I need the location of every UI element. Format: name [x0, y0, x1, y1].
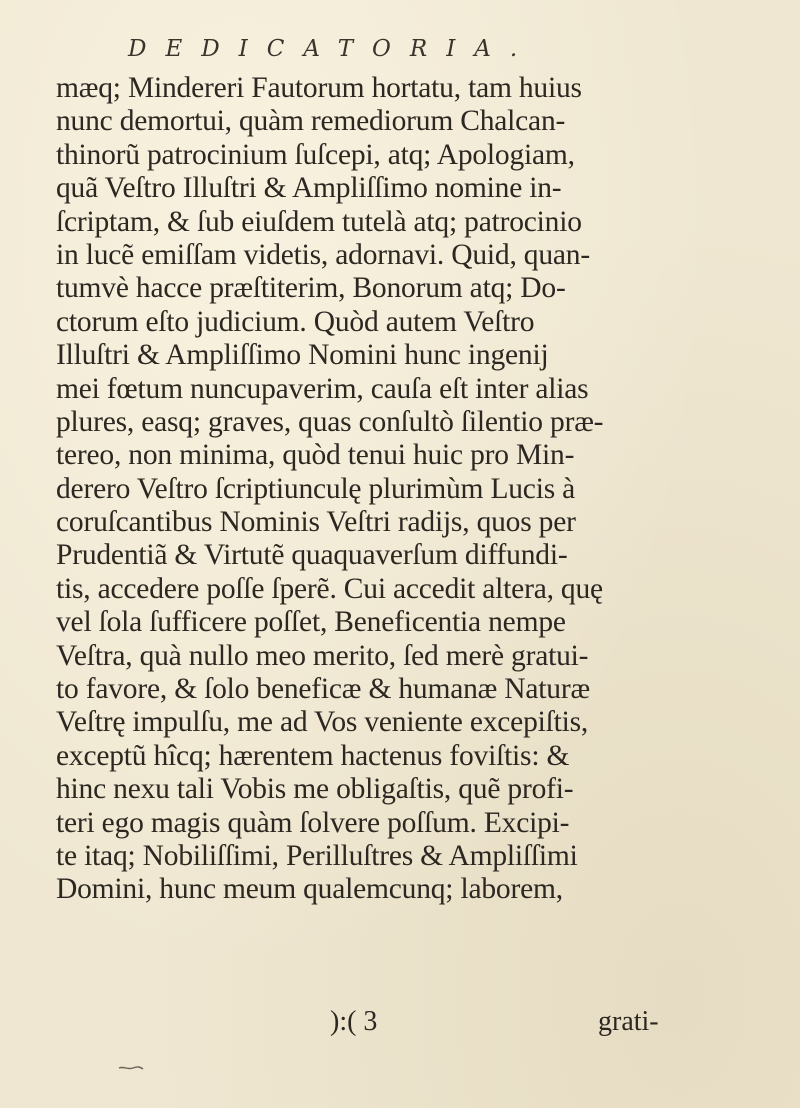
text-line: tereo, non minima, quòd tenui huic pro Min-: [56, 439, 575, 472]
text-line: coruſcantibus Nominis Veſtri radijs, quos per: [56, 506, 576, 539]
text-line: teri ego magis quàm ſolvere poſſum. Excipi-: [56, 806, 570, 839]
text-line: thinorũ patrocinium ſuſcepi, atq; Apologiam,: [56, 138, 575, 171]
text-line: tumvè hacce præſtiterim, Bonorum atq; Do-: [56, 272, 566, 305]
text-line: Illuſtri & Ampliſſimo Nomini hunc ingenij: [56, 339, 549, 372]
text-line: te itaq; Nobiliſſimi, Perilluſtres & Ampliſſimi: [56, 839, 578, 872]
text-line: nunc demortui, quàm remediorum Chalcan-: [56, 105, 566, 138]
text-line: in lucẽ emiſſam videtis, adornavi. Quid, quan-: [56, 238, 590, 271]
text-line: ctorum eſto judicium. Quòd autem Veſtro: [56, 305, 535, 338]
text-line: Veſtrę impulſu, me ad Vos veniente excepiſtis,: [56, 706, 589, 739]
text-line: mæq; Mindereri Fautorum hortatu, tam huius: [56, 72, 582, 104]
text-line: plures, easq; graves, quas conſultò ſilentio præ-: [56, 405, 604, 438]
text-line: tis, accedere poſſe ſperẽ. Cui accedit altera, quę: [56, 572, 603, 605]
text-line: ſcriptam, & ſub eiuſdem tutelà atq; patrocinio: [56, 205, 582, 238]
text-line: mei fœtum nuncupaverim, cauſa eſt inter alias: [56, 372, 589, 405]
text-line: hinc nexu tali Vobis me obligaſtis, quẽ profi-: [56, 773, 574, 806]
text-line: vel ſola ſufficere poſſet, Beneficentia nempe: [56, 606, 566, 639]
text-line: exceptũ hîcq; hærentem hactenus foviſtis: &: [56, 739, 570, 772]
body-text: [56, 72, 696, 907]
text-line: quã Veſtro Illuſtri & Ampliſſimo nomine in-: [56, 172, 562, 205]
text-line: Domini, hunc meum qualemcunq; laborem,: [56, 873, 563, 906]
text-line: Veſtra, quà nullo meo merito, ſed merè gratui-: [56, 639, 589, 672]
running-head: DEDICATORIA.: [128, 36, 537, 62]
text-line: to favore, & ſolo beneficæ & humanæ Naturæ: [56, 673, 590, 706]
text-line: Prudentiã & Virtutẽ quaquaverſum diffundi-: [56, 539, 568, 572]
ink-stain-icon: [118, 1064, 144, 1072]
text-line: derero Veſtro ſcriptiunculę plurimùm Lucis à: [56, 472, 576, 505]
signature-mark: ):( 3: [330, 1006, 378, 1037]
catchword: grati-: [598, 1006, 659, 1037]
page-footer: [0, 1006, 800, 1042]
